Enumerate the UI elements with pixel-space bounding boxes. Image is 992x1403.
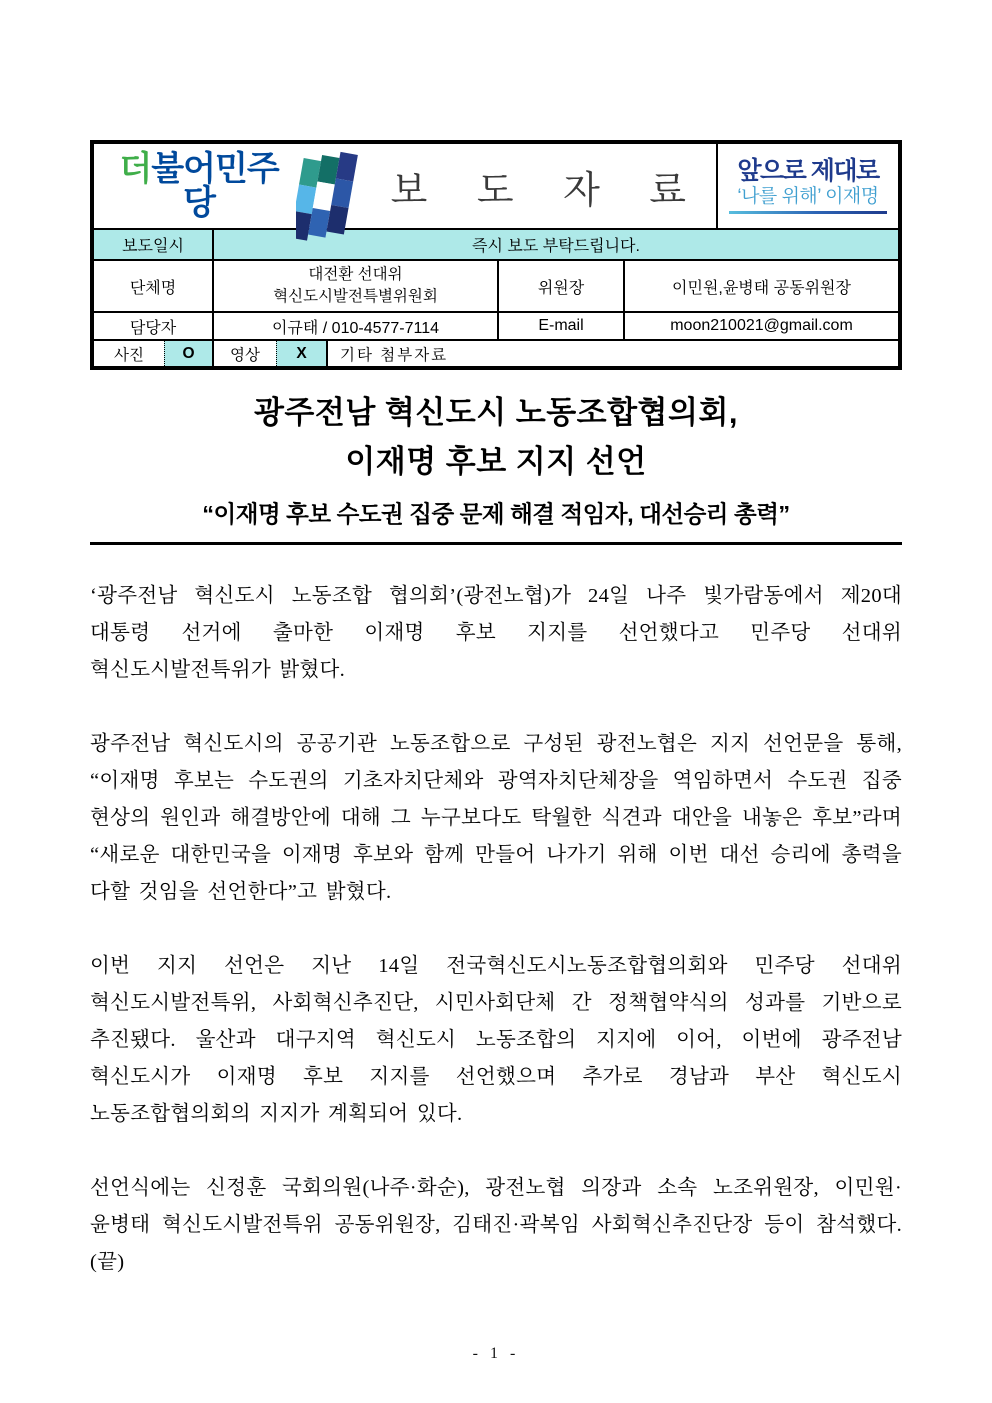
slogan-line2: ‘나를 위해’ 이재명	[737, 186, 879, 208]
video-flag-value: X	[276, 341, 326, 366]
attachment-label: 기타 첨부자료	[326, 341, 898, 366]
doc-type-title: 보 도 자 료	[390, 169, 706, 212]
chair-label: 위원장	[497, 261, 623, 311]
slogan-line1: 앞으로 제대로	[737, 156, 879, 185]
manager-value: 이규태 / 010-4577-7114	[212, 313, 497, 339]
party-flag-icon	[296, 151, 371, 247]
chair-value: 이민원,윤병태 공동위원장	[623, 261, 898, 311]
party-logo-text-blue: 불어민주당	[151, 150, 279, 222]
video-label: 영상	[212, 341, 276, 366]
body-paragraph-1: ‘광주전남 혁신도시 노동조합 협의회’(광전노협)가 24일 나주 빛가람동에서 제20대 대통령 선거에 출마한 이재명 후보 지지를 선언했다고 민주당 선대위 혁신도시발전특위가 밝혔다.	[90, 585, 902, 681]
title-divider-rule	[90, 542, 902, 545]
organization-row	[94, 259, 898, 311]
attachments-row	[94, 339, 898, 366]
header-main-cell	[94, 144, 716, 228]
organization-line1: 대전환 선대위	[308, 265, 403, 283]
campaign-slogan-box	[716, 144, 898, 228]
contact-row	[94, 311, 898, 339]
manager-label: 담당자	[129, 319, 177, 337]
email-value: moon210021@gmail.com	[623, 313, 898, 339]
party-logo-text	[110, 152, 288, 220]
release-date-value: 즉시 보도 부탁드립니다.	[212, 230, 898, 259]
photo-flag-value: O	[164, 341, 212, 366]
party-logo	[110, 125, 371, 247]
article-title-line1: 광주전남 혁신도시 노동조합협의회,	[253, 395, 739, 430]
press-info-table	[90, 140, 902, 370]
photo-label: 사진	[114, 346, 144, 364]
article-subtitle: “이재명 후보 수도권 집중 문제 해결 적임자, 대선승리 총력”	[202, 501, 790, 527]
body-paragraph-4: 선언식에는 신정훈 국회의원(나주·화순), 광전노협 의장과 소속 노조위원장, 이민원·윤병태 혁신도시발전특위 공동위원장, 김태진·곽복임 사회혁신추진단장 등이 참석했다. (끝)	[90, 1177, 902, 1273]
organization-value	[212, 261, 497, 311]
article-body	[90, 578, 902, 1281]
page-number: - 1 -	[472, 1345, 520, 1362]
body-paragraph-2: 광주전남 혁신도시의 공공기관 노동조합으로 구성된 광전노협은 지지 선언문을 통해, “이재명 후보는 수도권의 기초자치단체와 광역자치단체장을 역임하면서 수도권 집중 현상의 원인과 해결방안에 대해 그 누구보다도 탁월한 식견과 대안을 내놓은 후보”라며 “새로운 대한민국을 이재명 후보와 함께 만들어 나가기 위해 이번 대선 승리에 총력을 다할 것임을 선언한다”고 밝혔다.	[90, 733, 902, 903]
table-header-row	[94, 144, 898, 228]
article-title	[90, 388, 902, 486]
organization-line2: 혁신도시발전특별위원회	[273, 288, 438, 305]
release-date-label: 보도일시	[94, 230, 212, 259]
party-logo-text-green: 더	[119, 150, 152, 188]
slogan-underline	[729, 211, 887, 214]
email-label: E-mail	[497, 313, 623, 339]
body-paragraph-3: 이번 지지 선언은 지난 14일 전국혁신도시노동조합협의회와 민주당 선대위 혁신도시발전특위, 사회혁신추진단, 시민사회단체 간 정책협약식의 성과를 기반으로 추진됐다. 울산과 대구지역 혁신도시 노동조합의 지지에 이어, 이번에 광주전남 혁신도시가 이재명 후보 지지를 선언했으며 추가로 경남과 부산 혁신도시 노동조합협의회의 지지가 계획되어 있다.	[90, 955, 902, 1125]
organization-label: 단체명	[129, 279, 177, 297]
article-title-line2: 이재명 후보 지지 선언	[345, 444, 647, 479]
